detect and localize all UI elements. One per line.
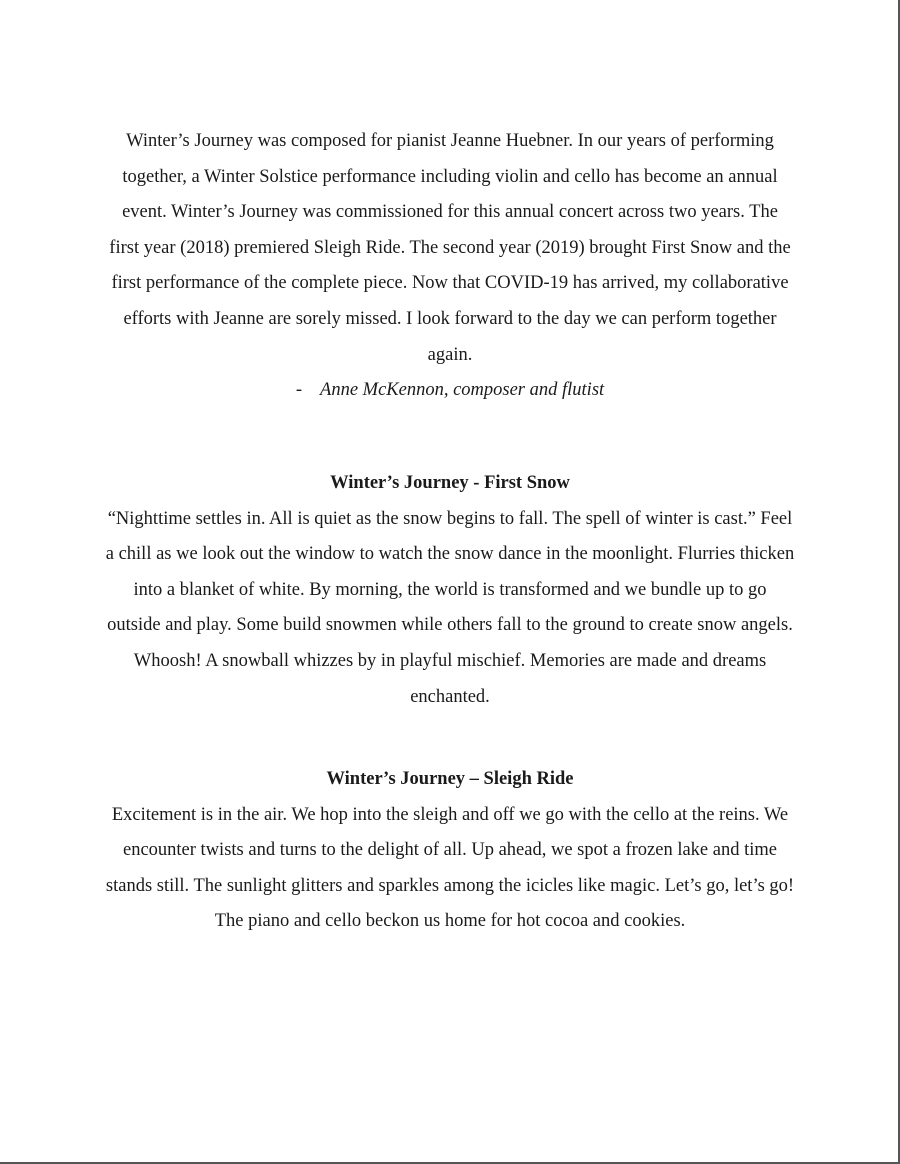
signature-dash: - (295, 380, 303, 401)
section-first-snow (105, 466, 795, 715)
section-heading: Winter’s Journey - First Snow (330, 473, 570, 493)
section-body: Excitement is in the air. We hop into the sleigh and off we go with the cello at the reins. We encounter twists and turns to the delight of all. Up ahead, we spot a frozen lake and time stands still. The sunlight glitters and sparkles among the icicles like magic. Let’s go, let’s go! The piano and cello beckon us home for hot cocoa and cookies. (105, 804, 795, 932)
section-body: “Nighttime settles in. All is quiet as the snow begins to fall. The spell of winter is cast.” Feel a chill as we look out the window to watch the snow dance in the moonlight. Flurries thicken into a blanket of white. By morning, the world is transformed and we bundle up to go outside and play. Some build snowmen while others fall to the ground to create snow angels. Whoosh! A snowball whizzes by in playful mischief. Memories are made and dreams enchanted. (105, 508, 795, 707)
intro-paragraph: Winter’s Journey was composed for pianist Jeanne Huebner. In our years of performing together, a Winter Solstice performance including violin and cello has become an annual event. Winter’s Journey was commissioned for this annual concert across two years. The first year (2018) premiered Sleigh Ride. The second year (2019) brought First Snow and the first performance of the complete piece. Now that COVID-19 has arrived, my collaborative efforts with Jeanne are sorely missed. I look forward to the day we can perform together again. (109, 131, 791, 365)
section-sleigh-ride (105, 762, 795, 940)
section-heading: Winter’s Journey – Sleigh Ride (326, 769, 574, 789)
signature-text: Anne McKennon, composer and flutist (320, 380, 605, 401)
composer-signature (105, 373, 795, 409)
program-note-intro (105, 124, 795, 409)
